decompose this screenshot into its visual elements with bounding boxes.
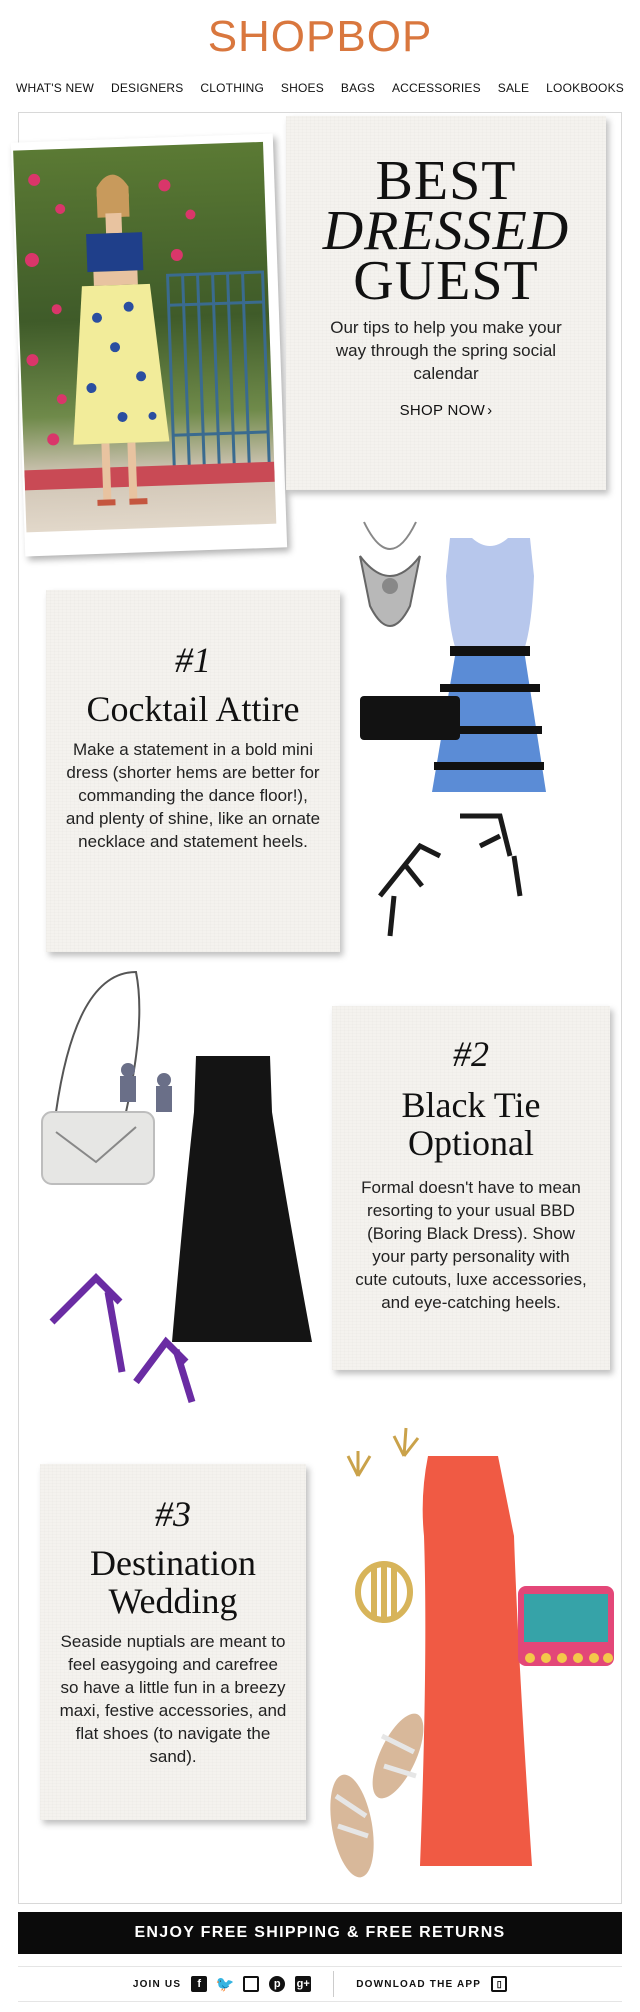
join-us-label: JOIN US: [132, 1978, 182, 1990]
hero-photo-image: [13, 142, 276, 532]
nav-whats-new[interactable]: WHAT'S NEW: [16, 81, 95, 95]
tip1-products[interactable]: [350, 516, 610, 986]
strappy-heels-image[interactable]: [380, 816, 520, 936]
coral-maxi-dress-image[interactable]: [420, 1456, 532, 1866]
shopbop-app-icon[interactable]: ▯: [491, 1976, 507, 1992]
hero-title-line1: BEST: [375, 150, 517, 212]
footer-divider: [333, 1971, 334, 1997]
tip3-products[interactable]: [318, 1396, 620, 1896]
gold-ear-cuffs-image[interactable]: [348, 1428, 418, 1476]
nav-lookbooks[interactable]: LOOKBOOKS: [546, 81, 624, 95]
tip3-title-line2: Wedding: [108, 1581, 238, 1621]
free-shipping-banner[interactable]: ENJOY FREE SHIPPING & FREE RETURNS: [18, 1912, 622, 1954]
white-clutch-image[interactable]: [42, 972, 154, 1184]
google-plus-icon[interactable]: g+: [296, 1978, 310, 1990]
shop-now-link[interactable]: [286, 402, 606, 419]
tip3-body: Seaside nuptials are meant to feel easygoing and carefree so have a little fun in a breezy maxi, festive accessories, and flat shoes (to navigate the sand).: [59, 1632, 287, 1766]
brand-logo[interactable]: SHOPBOP: [207, 12, 433, 61]
purple-heels-image[interactable]: [52, 1278, 192, 1402]
hero-title-card: [286, 116, 606, 490]
embellished-clutch-image[interactable]: [518, 1586, 614, 1666]
nav-sale[interactable]: SALE: [497, 81, 530, 95]
pinterest-icon[interactable]: p: [269, 1976, 285, 1992]
nav-clothing[interactable]: CLOTHING: [200, 81, 264, 95]
nav-bags[interactable]: BAGS: [340, 81, 376, 95]
black-strapless-dress-image[interactable]: [172, 1056, 312, 1342]
nav-designers[interactable]: DESIGNERS: [110, 81, 184, 95]
tip3-title-line1: Destination: [90, 1543, 256, 1583]
gold-ring-cuff-image[interactable]: [358, 1564, 410, 1620]
hero-heading: [286, 150, 606, 312]
statement-necklace-image[interactable]: [360, 522, 420, 626]
download-app-label: DOWNLOAD THE APP: [356, 1978, 482, 1990]
shop-now-label: SHOP NOW: [399, 402, 486, 419]
nav-accessories[interactable]: ACCESSORIES: [391, 81, 481, 95]
tip2-number: #2: [453, 1034, 489, 1074]
tip-card-black-tie: [332, 1006, 610, 1370]
chevron-right-icon: ›: [487, 402, 493, 419]
hero-title-line3: GUEST: [353, 250, 539, 312]
nav-shoes[interactable]: SHOES: [280, 81, 324, 95]
printed-mini-dress-image[interactable]: [432, 538, 546, 792]
tip3-number: #3: [155, 1494, 191, 1534]
tip-card-destination: [40, 1464, 306, 1820]
hero-photo[interactable]: [11, 134, 287, 557]
facebook-icon[interactable]: f: [191, 1976, 207, 1992]
tip-card-cocktail: [46, 590, 340, 952]
tip2-title-line2: Optional: [408, 1123, 534, 1163]
tip2-title-line1: Black Tie: [401, 1085, 541, 1125]
tip1-number: #1: [175, 640, 211, 680]
instagram-icon[interactable]: [243, 1976, 259, 1992]
main-nav: [16, 78, 624, 98]
tip2-products[interactable]: [36, 962, 326, 1422]
hero-photo-illustration: [13, 142, 276, 532]
black-clutch-image[interactable]: [360, 696, 460, 740]
hero-subtitle: Our tips to help you make your way through the spring social calendar: [330, 318, 562, 383]
footer-social-bar: [18, 1966, 622, 2002]
tip1-body: Make a statement in a bold mini dress (shorter hems are better for commanding the dance floor!), and plenty of shine, like an ornate necklace and statement heels.: [65, 740, 321, 851]
tip2-body: Formal doesn't have to mean resorting to your usual BBD (Boring Black Dress). Show your party personality with cute cutouts, luxe accessories, and eye-catching heels.: [355, 1178, 587, 1312]
tip1-title: Cocktail Attire: [86, 689, 300, 729]
hero-title-line2: DRESSED: [322, 200, 570, 262]
twitter-icon[interactable]: 🐦: [215, 1976, 235, 1993]
flat-sandals-image[interactable]: [323, 1707, 433, 1881]
